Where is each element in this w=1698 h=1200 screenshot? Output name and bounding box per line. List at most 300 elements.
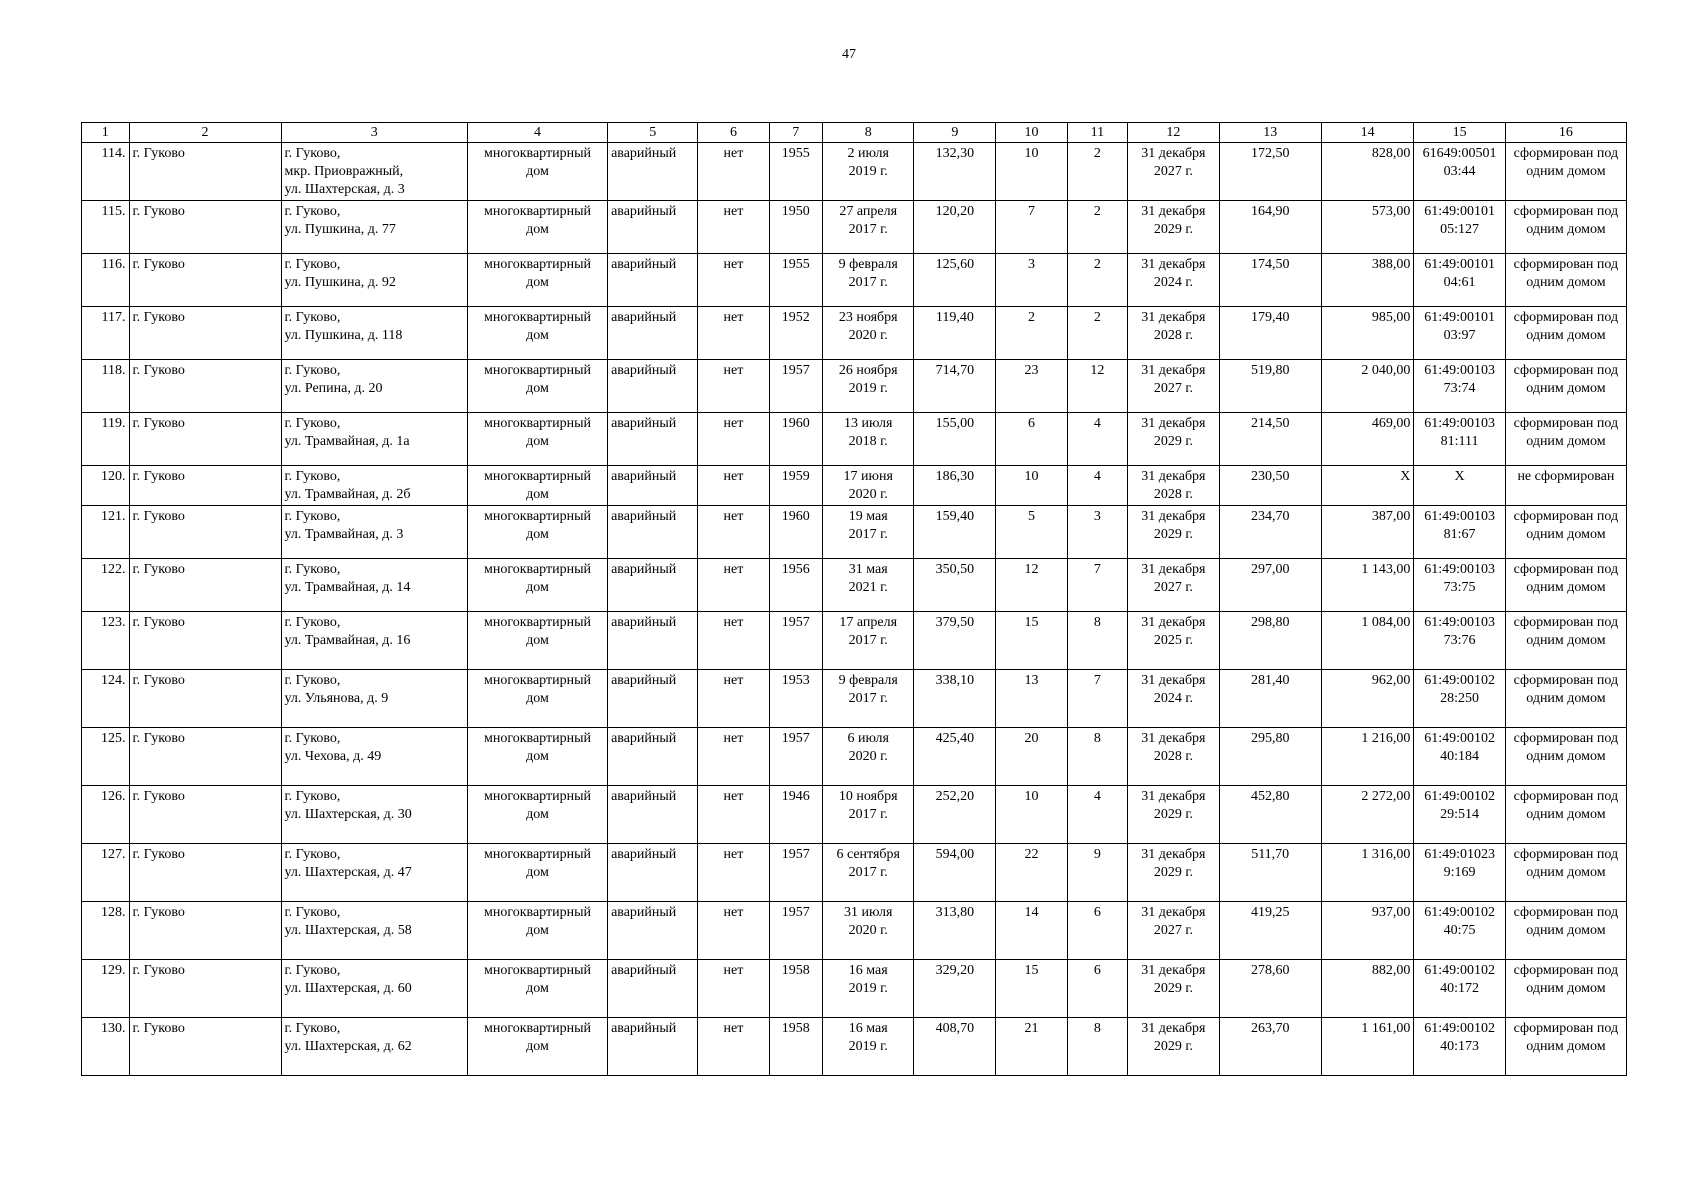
column-header-7: 7 [769, 123, 822, 143]
col10-cell: 12 [996, 559, 1067, 612]
building-type-cell: многоквартирный дом [467, 844, 607, 902]
area-cell: 714,70 [914, 360, 996, 413]
year-built-cell: 1955 [769, 143, 822, 201]
building-type-cell: многоквартирный дом [467, 902, 607, 960]
municipality-cell: г. Гуково [129, 559, 281, 612]
table-row [82, 506, 1627, 559]
area-cell: 594,00 [914, 844, 996, 902]
area-cell: 350,50 [914, 559, 996, 612]
resettlement-deadline-cell: 31 декабря 2028 г. [1128, 307, 1219, 360]
address-cell: г. Гуково, ул. Шахтерская, д. 58 [281, 902, 467, 960]
row-number: 124. [82, 670, 130, 728]
col11-cell: 2 [1067, 143, 1128, 201]
col11-cell: 7 [1067, 559, 1128, 612]
building-type-cell: многоквартирный дом [467, 201, 607, 254]
resettlement-deadline-cell: 31 декабря 2027 г. [1128, 902, 1219, 960]
land-area-cell: 469,00 [1321, 413, 1414, 466]
row-number: 121. [82, 506, 130, 559]
area-cell: 159,40 [914, 506, 996, 559]
area-cell: 408,70 [914, 1018, 996, 1076]
condition-cell: аварийный [608, 844, 698, 902]
land-area-cell: 388,00 [1321, 254, 1414, 307]
condition-cell: аварийный [608, 728, 698, 786]
land-area-cell: 1 084,00 [1321, 612, 1414, 670]
resettlement-deadline-cell: 31 декабря 2029 г. [1128, 844, 1219, 902]
table-row [82, 360, 1627, 413]
land-area-cell: 387,00 [1321, 506, 1414, 559]
condition-cell: аварийный [608, 413, 698, 466]
building-type-cell: многоквартирный дом [467, 143, 607, 201]
table-row [82, 728, 1627, 786]
municipality-cell: г. Гуково [129, 728, 281, 786]
year-built-cell: 1960 [769, 506, 822, 559]
recognition-date-cell: 6 сентября 2017 г. [823, 844, 914, 902]
land-area-cell: 1 216,00 [1321, 728, 1414, 786]
recognition-date-cell: 27 апреля 2017 г. [823, 201, 914, 254]
area-cell: 329,20 [914, 960, 996, 1018]
col6-cell: нет [698, 254, 769, 307]
col6-cell: нет [698, 201, 769, 254]
recognition-date-cell: 26 ноября 2019 г. [823, 360, 914, 413]
condition-cell: аварийный [608, 506, 698, 559]
col6-cell: нет [698, 902, 769, 960]
address-cell: г. Гуково, ул. Шахтерская, д. 60 [281, 960, 467, 1018]
building-type-cell: многоквартирный дом [467, 786, 607, 844]
building-type-cell: многоквартирный дом [467, 254, 607, 307]
area-cell: 132,30 [914, 143, 996, 201]
cadastral-number-cell: 61:49:00102 28:250 [1414, 670, 1505, 728]
land-area-cell: 985,00 [1321, 307, 1414, 360]
land-status-cell: сформирован под одним домом [1505, 902, 1626, 960]
resettlement-deadline-cell: 31 декабря 2024 г. [1128, 670, 1219, 728]
row-number: 123. [82, 612, 130, 670]
table-row [82, 254, 1627, 307]
land-area-cell: 962,00 [1321, 670, 1414, 728]
col6-cell: нет [698, 559, 769, 612]
col10-cell: 6 [996, 413, 1067, 466]
col13-cell: 179,40 [1219, 307, 1321, 360]
municipality-cell: г. Гуково [129, 612, 281, 670]
year-built-cell: 1953 [769, 670, 822, 728]
resettlement-deadline-cell: 31 декабря 2028 г. [1128, 728, 1219, 786]
address-cell: г. Гуково, ул. Пушкина, д. 92 [281, 254, 467, 307]
recognition-date-cell: 31 июля 2020 г. [823, 902, 914, 960]
column-header-16: 16 [1505, 123, 1626, 143]
land-area-cell: 1 316,00 [1321, 844, 1414, 902]
building-type-cell: многоквартирный дом [467, 506, 607, 559]
condition-cell: аварийный [608, 360, 698, 413]
col13-cell: 174,50 [1219, 254, 1321, 307]
col6-cell: нет [698, 307, 769, 360]
cadastral-number-cell: 61:49:00103 73:74 [1414, 360, 1505, 413]
table-row [82, 413, 1627, 466]
building-type-cell: многоквартирный дом [467, 360, 607, 413]
table-row [82, 201, 1627, 254]
recognition-date-cell: 23 ноября 2020 г. [823, 307, 914, 360]
municipality-cell: г. Гуково [129, 506, 281, 559]
col10-cell: 13 [996, 670, 1067, 728]
land-area-cell: 937,00 [1321, 902, 1414, 960]
column-header-10: 10 [996, 123, 1067, 143]
col6-cell: нет [698, 506, 769, 559]
row-number: 130. [82, 1018, 130, 1076]
condition-cell: аварийный [608, 307, 698, 360]
municipality-cell: г. Гуково [129, 466, 281, 506]
table-row [82, 466, 1627, 506]
address-cell: г. Гуково, ул. Трамвайная, д. 2б [281, 466, 467, 506]
condition-cell: аварийный [608, 466, 698, 506]
col13-cell: 263,70 [1219, 1018, 1321, 1076]
col13-cell: 234,70 [1219, 506, 1321, 559]
col6-cell: нет [698, 670, 769, 728]
table-row [82, 143, 1627, 201]
condition-cell: аварийный [608, 960, 698, 1018]
column-header-8: 8 [823, 123, 914, 143]
land-status-cell: сформирован под одним домом [1505, 254, 1626, 307]
building-type-cell: многоквартирный дом [467, 307, 607, 360]
year-built-cell: 1958 [769, 960, 822, 1018]
area-cell: 155,00 [914, 413, 996, 466]
recognition-date-cell: 10 ноября 2017 г. [823, 786, 914, 844]
municipality-cell: г. Гуково [129, 143, 281, 201]
column-header-13: 13 [1219, 123, 1321, 143]
col11-cell: 4 [1067, 413, 1128, 466]
area-cell: 313,80 [914, 902, 996, 960]
cadastral-number-cell: 61:49:00102 40:75 [1414, 902, 1505, 960]
recognition-date-cell: 17 апреля 2017 г. [823, 612, 914, 670]
col13-cell: 511,70 [1219, 844, 1321, 902]
year-built-cell: 1958 [769, 1018, 822, 1076]
address-cell: г. Гуково, ул. Пушкина, д. 118 [281, 307, 467, 360]
land-area-cell: 828,00 [1321, 143, 1414, 201]
col13-cell: 164,90 [1219, 201, 1321, 254]
recognition-date-cell: 13 июля 2018 г. [823, 413, 914, 466]
resettlement-deadline-cell: 31 декабря 2029 г. [1128, 506, 1219, 559]
row-number: 116. [82, 254, 130, 307]
area-cell: 425,40 [914, 728, 996, 786]
col10-cell: 21 [996, 1018, 1067, 1076]
address-cell: г. Гуково, ул. Пушкина, д. 77 [281, 201, 467, 254]
col6-cell: нет [698, 612, 769, 670]
column-header-6: 6 [698, 123, 769, 143]
address-cell: г. Гуково, ул. Шахтерская, д. 62 [281, 1018, 467, 1076]
resettlement-deadline-cell: 31 декабря 2024 г. [1128, 254, 1219, 307]
col6-cell: нет [698, 413, 769, 466]
year-built-cell: 1946 [769, 786, 822, 844]
resettlement-deadline-cell: 31 декабря 2028 г. [1128, 466, 1219, 506]
cadastral-number-cell: 61:49:00102 40:184 [1414, 728, 1505, 786]
row-number: 120. [82, 466, 130, 506]
land-status-cell: сформирован под одним домом [1505, 413, 1626, 466]
column-header-2: 2 [129, 123, 281, 143]
row-number: 118. [82, 360, 130, 413]
col13-cell: 519,80 [1219, 360, 1321, 413]
year-built-cell: 1957 [769, 728, 822, 786]
cadastral-number-cell: 61:49:00101 03:97 [1414, 307, 1505, 360]
col13-cell: 230,50 [1219, 466, 1321, 506]
cadastral-number-cell: 61:49:00102 29:514 [1414, 786, 1505, 844]
column-header-5: 5 [608, 123, 698, 143]
column-header-12: 12 [1128, 123, 1219, 143]
recognition-date-cell: 9 февраля 2017 г. [823, 670, 914, 728]
recognition-date-cell: 16 мая 2019 г. [823, 960, 914, 1018]
condition-cell: аварийный [608, 254, 698, 307]
col10-cell: 22 [996, 844, 1067, 902]
area-cell: 186,30 [914, 466, 996, 506]
table-row [82, 960, 1627, 1018]
area-cell: 120,20 [914, 201, 996, 254]
col11-cell: 3 [1067, 506, 1128, 559]
municipality-cell: г. Гуково [129, 201, 281, 254]
col13-cell: 281,40 [1219, 670, 1321, 728]
cadastral-number-cell: 61:49:00103 73:76 [1414, 612, 1505, 670]
table-row [82, 1018, 1627, 1076]
land-status-cell: сформирован под одним домом [1505, 143, 1626, 201]
building-type-cell: многоквартирный дом [467, 559, 607, 612]
col10-cell: 2 [996, 307, 1067, 360]
condition-cell: аварийный [608, 1018, 698, 1076]
land-status-cell: сформирован под одним домом [1505, 612, 1626, 670]
year-built-cell: 1956 [769, 559, 822, 612]
col6-cell: нет [698, 786, 769, 844]
municipality-cell: г. Гуково [129, 786, 281, 844]
row-number: 119. [82, 413, 130, 466]
col11-cell: 8 [1067, 1018, 1128, 1076]
col11-cell: 6 [1067, 960, 1128, 1018]
row-number: 127. [82, 844, 130, 902]
municipality-cell: г. Гуково [129, 670, 281, 728]
column-header-11: 11 [1067, 123, 1128, 143]
land-status-cell: сформирован под одним домом [1505, 960, 1626, 1018]
col10-cell: 15 [996, 960, 1067, 1018]
municipality-cell: г. Гуково [129, 1018, 281, 1076]
cadastral-number-cell: 61:49:00103 81:111 [1414, 413, 1505, 466]
municipality-cell: г. Гуково [129, 960, 281, 1018]
municipality-cell: г. Гуково [129, 307, 281, 360]
col10-cell: 7 [996, 201, 1067, 254]
column-header-1: 1 [82, 123, 130, 143]
table-row [82, 786, 1627, 844]
col11-cell: 2 [1067, 307, 1128, 360]
column-header-4: 4 [467, 123, 607, 143]
building-type-cell: многоквартирный дом [467, 1018, 607, 1076]
col13-cell: 452,80 [1219, 786, 1321, 844]
resettlement-deadline-cell: 31 декабря 2025 г. [1128, 612, 1219, 670]
col13-cell: 278,60 [1219, 960, 1321, 1018]
col11-cell: 2 [1067, 201, 1128, 254]
land-area-cell: Х [1321, 466, 1414, 506]
condition-cell: аварийный [608, 902, 698, 960]
table-body [82, 143, 1627, 1076]
land-area-cell: 2 272,00 [1321, 786, 1414, 844]
table-row [82, 844, 1627, 902]
col10-cell: 10 [996, 786, 1067, 844]
land-status-cell: сформирован под одним домом [1505, 559, 1626, 612]
resettlement-deadline-cell: 31 декабря 2027 г. [1128, 360, 1219, 413]
col11-cell: 7 [1067, 670, 1128, 728]
column-header-15: 15 [1414, 123, 1505, 143]
year-built-cell: 1957 [769, 612, 822, 670]
row-number: 117. [82, 307, 130, 360]
building-type-cell: многоквартирный дом [467, 670, 607, 728]
address-cell: г. Гуково, ул. Трамвайная, д. 16 [281, 612, 467, 670]
year-built-cell: 1957 [769, 844, 822, 902]
address-cell: г. Гуково, ул. Репина, д. 20 [281, 360, 467, 413]
housing-registry-table [81, 122, 1627, 1076]
building-type-cell: многоквартирный дом [467, 413, 607, 466]
year-built-cell: 1955 [769, 254, 822, 307]
year-built-cell: 1957 [769, 902, 822, 960]
address-cell: г. Гуково, ул. Чехова, д. 49 [281, 728, 467, 786]
table-row [82, 902, 1627, 960]
resettlement-deadline-cell: 31 декабря 2029 г. [1128, 960, 1219, 1018]
row-number: 126. [82, 786, 130, 844]
year-built-cell: 1960 [769, 413, 822, 466]
condition-cell: аварийный [608, 786, 698, 844]
cadastral-number-cell: 61:49:00102 40:172 [1414, 960, 1505, 1018]
building-type-cell: многоквартирный дом [467, 960, 607, 1018]
year-built-cell: 1952 [769, 307, 822, 360]
col6-cell: нет [698, 960, 769, 1018]
col13-cell: 298,80 [1219, 612, 1321, 670]
municipality-cell: г. Гуково [129, 844, 281, 902]
address-cell: г. Гуково, ул. Ульянова, д. 9 [281, 670, 467, 728]
row-number: 122. [82, 559, 130, 612]
page-number: 47 [842, 47, 856, 62]
col13-cell: 419,25 [1219, 902, 1321, 960]
col10-cell: 15 [996, 612, 1067, 670]
cadastral-number-cell: 61649:00501 03:44 [1414, 143, 1505, 201]
col11-cell: 9 [1067, 844, 1128, 902]
col6-cell: нет [698, 844, 769, 902]
table-row [82, 559, 1627, 612]
col10-cell: 10 [996, 466, 1067, 506]
table-row [82, 612, 1627, 670]
cadastral-number-cell: 61:49:00102 40:173 [1414, 1018, 1505, 1076]
condition-cell: аварийный [608, 612, 698, 670]
area-cell: 338,10 [914, 670, 996, 728]
col6-cell: нет [698, 1018, 769, 1076]
municipality-cell: г. Гуково [129, 902, 281, 960]
row-number: 129. [82, 960, 130, 1018]
col11-cell: 6 [1067, 902, 1128, 960]
recognition-date-cell: 9 февраля 2017 г. [823, 254, 914, 307]
col10-cell: 5 [996, 506, 1067, 559]
row-number: 115. [82, 201, 130, 254]
recognition-date-cell: 17 июня 2020 г. [823, 466, 914, 506]
col13-cell: 172,50 [1219, 143, 1321, 201]
land-status-cell: сформирован под одним домом [1505, 360, 1626, 413]
address-cell: г. Гуково, ул. Трамвайная, д. 1а [281, 413, 467, 466]
address-cell: г. Гуково, мкр. Приовражный, ул. Шахтерская, д. 3 [281, 143, 467, 201]
column-header-14: 14 [1321, 123, 1414, 143]
recognition-date-cell: 16 мая 2019 г. [823, 1018, 914, 1076]
col10-cell: 14 [996, 902, 1067, 960]
row-number: 128. [82, 902, 130, 960]
cadastral-number-cell: Х [1414, 466, 1505, 506]
resettlement-deadline-cell: 31 декабря 2029 г. [1128, 786, 1219, 844]
area-cell: 119,40 [914, 307, 996, 360]
year-built-cell: 1957 [769, 360, 822, 413]
cadastral-number-cell: 61:49:00103 73:75 [1414, 559, 1505, 612]
col10-cell: 3 [996, 254, 1067, 307]
recognition-date-cell: 6 июля 2020 г. [823, 728, 914, 786]
municipality-cell: г. Гуково [129, 413, 281, 466]
row-number: 125. [82, 728, 130, 786]
land-status-cell: сформирован под одним домом [1505, 307, 1626, 360]
condition-cell: аварийный [608, 670, 698, 728]
resettlement-deadline-cell: 31 декабря 2027 г. [1128, 559, 1219, 612]
col11-cell: 12 [1067, 360, 1128, 413]
col10-cell: 23 [996, 360, 1067, 413]
col11-cell: 8 [1067, 728, 1128, 786]
resettlement-deadline-cell: 31 декабря 2027 г. [1128, 143, 1219, 201]
land-status-cell: сформирован под одним домом [1505, 506, 1626, 559]
col6-cell: нет [698, 143, 769, 201]
table-row [82, 307, 1627, 360]
land-area-cell: 573,00 [1321, 201, 1414, 254]
land-status-cell: сформирован под одним домом [1505, 1018, 1626, 1076]
column-header-9: 9 [914, 123, 996, 143]
year-built-cell: 1950 [769, 201, 822, 254]
resettlement-deadline-cell: 31 декабря 2029 г. [1128, 1018, 1219, 1076]
land-status-cell: сформирован под одним домом [1505, 786, 1626, 844]
table-row [82, 670, 1627, 728]
land-status-cell: сформирован под одним домом [1505, 844, 1626, 902]
area-cell: 125,60 [914, 254, 996, 307]
cadastral-number-cell: 61:49:00103 81:67 [1414, 506, 1505, 559]
col6-cell: нет [698, 728, 769, 786]
resettlement-deadline-cell: 31 декабря 2029 г. [1128, 413, 1219, 466]
resettlement-deadline-cell: 31 декабря 2029 г. [1128, 201, 1219, 254]
address-cell: г. Гуково, ул. Трамвайная, д. 3 [281, 506, 467, 559]
recognition-date-cell: 31 мая 2021 г. [823, 559, 914, 612]
land-area-cell: 2 040,00 [1321, 360, 1414, 413]
area-cell: 252,20 [914, 786, 996, 844]
condition-cell: аварийный [608, 559, 698, 612]
col13-cell: 214,50 [1219, 413, 1321, 466]
row-number: 114. [82, 143, 130, 201]
land-area-cell: 882,00 [1321, 960, 1414, 1018]
land-area-cell: 1 161,00 [1321, 1018, 1414, 1076]
land-status-cell: сформирован под одним домом [1505, 201, 1626, 254]
year-built-cell: 1959 [769, 466, 822, 506]
condition-cell: аварийный [608, 143, 698, 201]
area-cell: 379,50 [914, 612, 996, 670]
col6-cell: нет [698, 360, 769, 413]
column-number-header-row [82, 123, 1627, 143]
col6-cell: нет [698, 466, 769, 506]
land-status-cell: сформирован под одним домом [1505, 670, 1626, 728]
cadastral-number-cell: 61:49:00101 05:127 [1414, 201, 1505, 254]
cadastral-number-cell: 61:49:00101 04:61 [1414, 254, 1505, 307]
col11-cell: 2 [1067, 254, 1128, 307]
col11-cell: 8 [1067, 612, 1128, 670]
col13-cell: 295,80 [1219, 728, 1321, 786]
address-cell: г. Гуково, ул. Шахтерская, д. 47 [281, 844, 467, 902]
building-type-cell: многоквартирный дом [467, 612, 607, 670]
municipality-cell: г. Гуково [129, 360, 281, 413]
land-status-cell: сформирован под одним домом [1505, 728, 1626, 786]
cadastral-number-cell: 61:49:01023 9:169 [1414, 844, 1505, 902]
column-header-3: 3 [281, 123, 467, 143]
address-cell: г. Гуково, ул. Трамвайная, д. 14 [281, 559, 467, 612]
col11-cell: 4 [1067, 466, 1128, 506]
col10-cell: 10 [996, 143, 1067, 201]
recognition-date-cell: 2 июля 2019 г. [823, 143, 914, 201]
recognition-date-cell: 19 мая 2017 г. [823, 506, 914, 559]
col13-cell: 297,00 [1219, 559, 1321, 612]
